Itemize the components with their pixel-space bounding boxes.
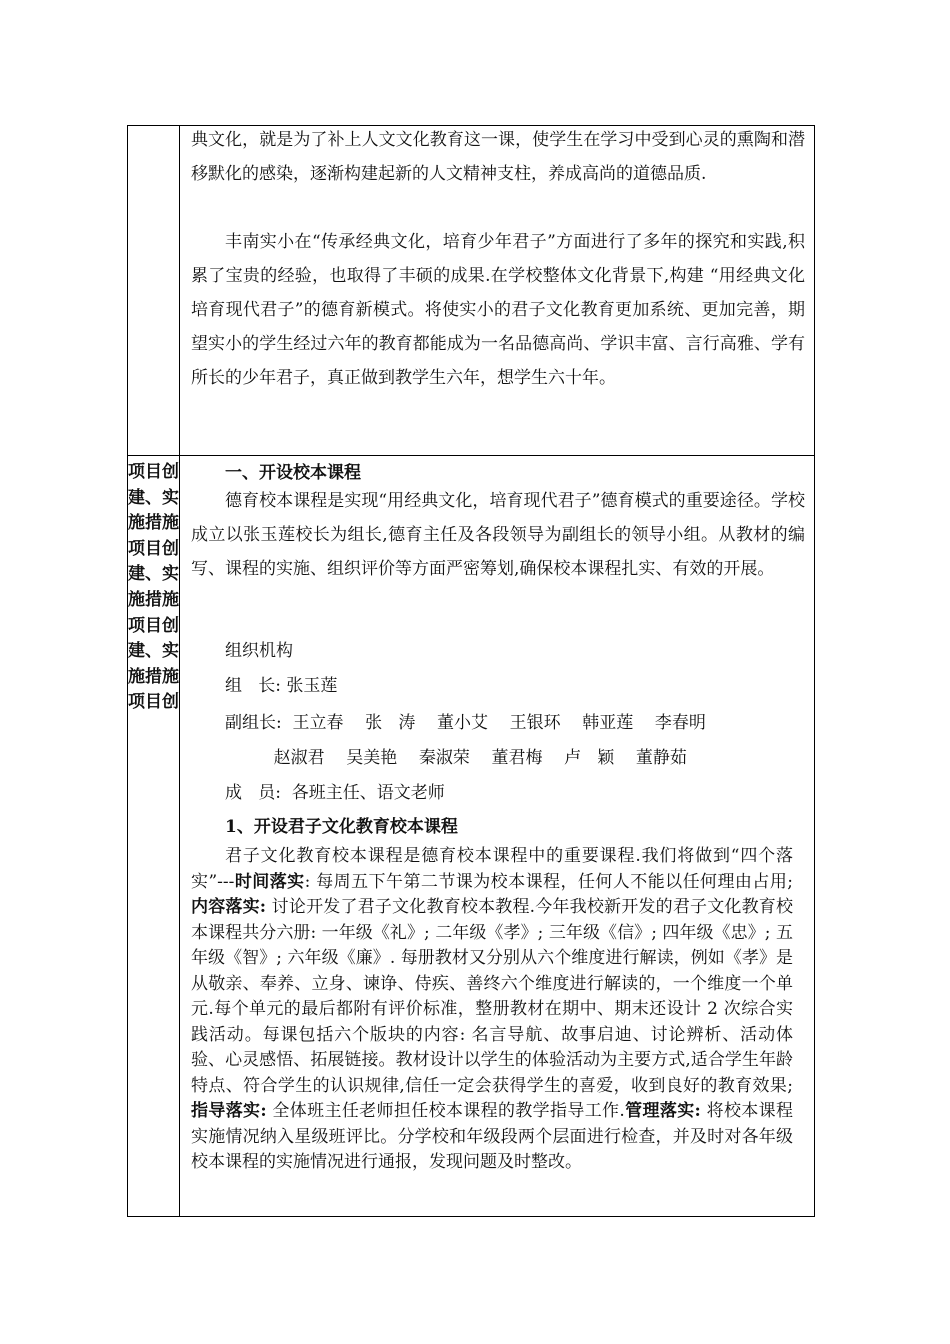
sec2-content-text: 讨论开发了君子文化教育校本教程.今年我校新开发的君子文化教育校本课程共分六册: 一年级《礼》; 二年级《孝》; 三年级《信》; 四年级《忠》; 五年级《智》; 六年级《廉》. 每册教材又分别从六个维度进行解读，例如《孝》是从敬亲、奉养、立身、谏诤、侍疾、善终六个维度进行解读的，一个维度一个单元.每个单元的最后都附有评价标准，整册教材在期中、期末还设计 2 次综合实践活动。每课包括六个版块的内容: 名言导航、故事启迪、讨论辨析、活动体验、心灵感悟、拓展链接。教材设计以学生的体验活动为主要方式,适合学生年龄特点、符合学生的认识规律,信任一定会获得学生的喜爱，收到良好的教育效果; [191,897,794,1096]
sec2-guide-label: 指导落实: [191,1101,267,1121]
org-member-line: 成 员: 各班主任、语文老师 [225,783,445,803]
table-row-intro [128,126,814,456]
document-table [127,125,815,1217]
table-row-project [128,456,814,1216]
intro-paragraph-2: 丰南实小在“传承经典文化，培育少年君子”方面进行了多年的探究和实践,积累了宝贵的经验，也取得了丰硕的成果.在学校整体文化背景下,构建 “用经典文化 培育现代君子”的德育新模式。将使实小的君子文化教育更加系统、更加完善，期望实小的学生经过六年的教育都能成为一名品德高尚、学识丰富、言行高雅、学有所长的少年君子，真正做到教学生六年，想学生六十年。 [191,232,805,388]
content-cell-intro [180,126,814,455]
content-cell-project [180,456,814,1216]
sec2-content-label: 内容落实: [191,897,267,917]
org-leader-line: 组 长: 张玉莲 [225,676,338,696]
heading-gentleman-course: 1、开设君子文化教育校本课程 [225,817,458,837]
vertical-label: 项目创建、实施措施项目创建、实施措施项目创建、实施措施项目创 [128,462,179,713]
sec2-manage-label: 管理落实: [624,1101,701,1121]
intro-paragraph-1: 典文化，就是为了补上人文文化教育这一课，使学生在学习中受到心灵的熏陶和潜移默化的感染，逐渐构建起新的人文精神支柱，养成高尚的道德品质. [191,130,805,184]
org-title: 组织机构 [225,641,293,661]
sec2-manage-text: 将校本课程实施情况纳入星级班评比。分学校和年级段两个层面进行检查，并及时对各年级校本课程的实施情况进行通报，发现问题及时整改。 [191,1101,793,1172]
org-vice-line-1: 副组长: 王立春 张 涛 董小艾 王银环 韩亚莲 李春明 [225,713,706,733]
gentleman-course-paragraph [191,844,793,1176]
sec2-time-text: : 每周五下午第二节课为校本课程，任何人不能以任何理由占用; [304,871,794,892]
sec2-time-label: 时间落实 [234,871,305,892]
row-label-cell [128,456,180,1216]
sec2-intro: 君子文化教育校本课程是德育校本课程中的重要课程.我们将做到“四个落实”--- [191,846,793,892]
sec2-guide-text: 全体班主任老师担任校本课程的教学指导工作. [266,1101,625,1121]
heading-school-course: 一、开设校本课程 [225,463,361,483]
row-label-cell-empty [128,126,180,455]
school-course-paragraph: 德育校本课程是实现“用经典文化，培育现代君子”德育模式的重要途径。学校成立以张玉莲校长为组长,德育主任及各段领导为副组长的领导小组。从教材的编写、课程的实施、组织评价等方面严密筹划,确保校本课程扎实、有效的开展。 [191,491,805,579]
org-vice-line-2: 赵淑君 吴美艳 秦淑荣 董君梅 卢 颖 董静茹 [225,748,687,768]
